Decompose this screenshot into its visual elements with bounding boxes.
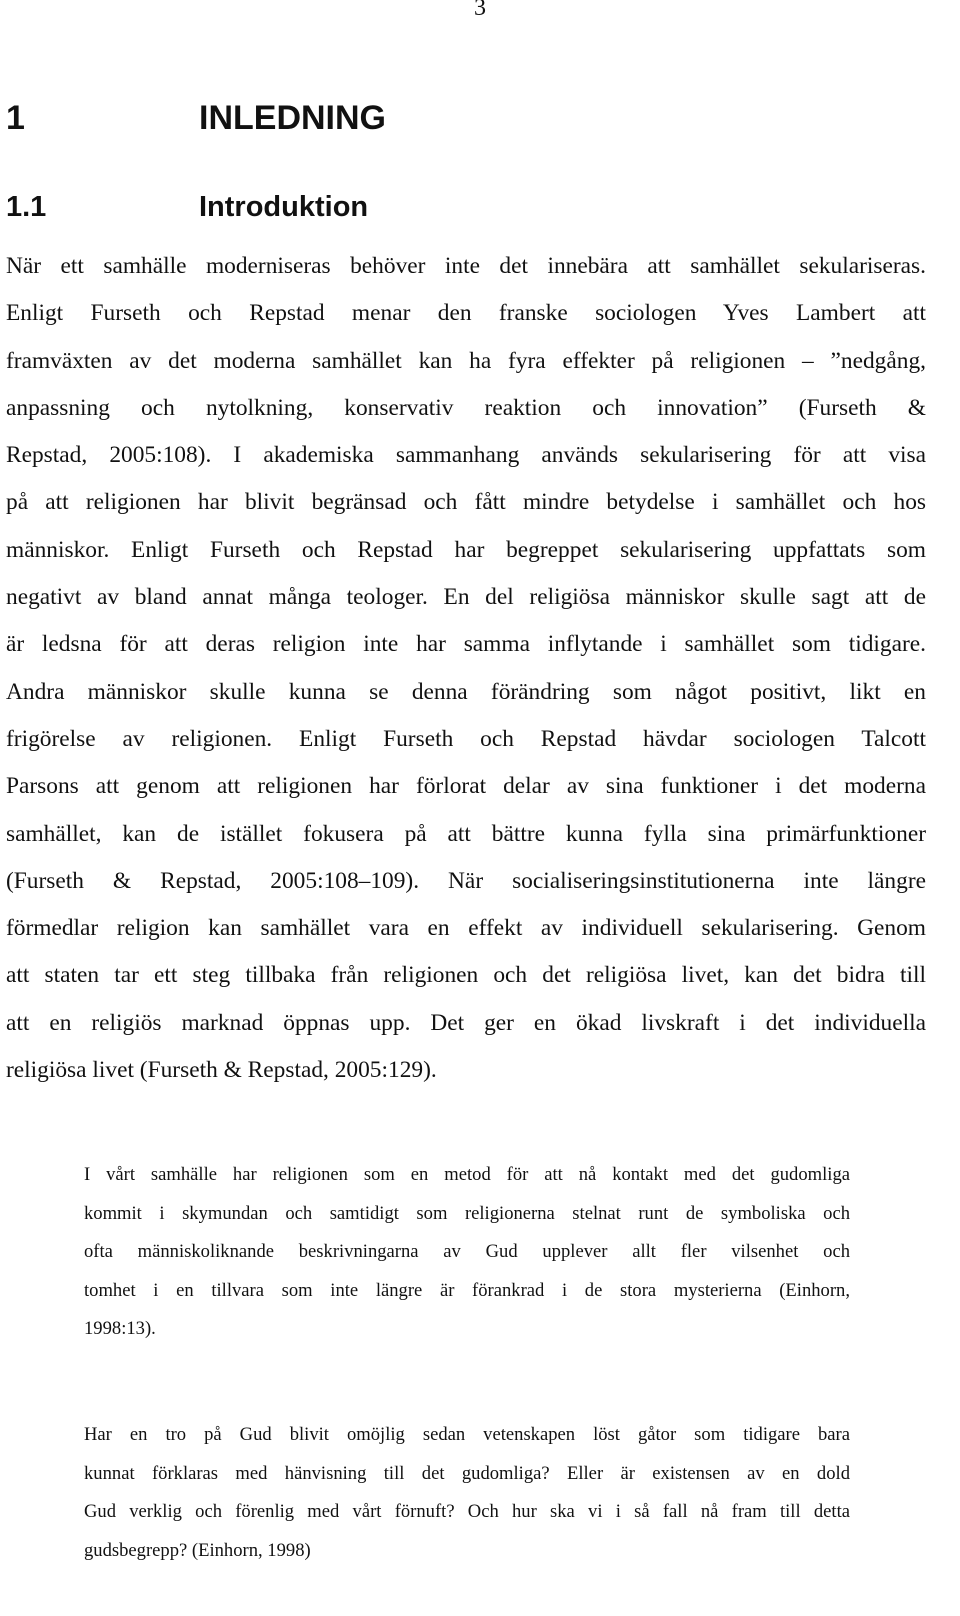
body-line: religiösa livet (Furseth & Repstad, 2005:129). — [6, 1057, 437, 1084]
chapter-heading — [6, 96, 386, 140]
body-paragraph — [6, 243, 926, 1094]
quote-line: Gud verklig och förenlig med vårt förnuft? Och hur ska vi i så fall nå fram till detta — [84, 1501, 850, 1522]
body-line: frigörelse av religionen. Enligt Furseth och Repstad hävdar sociologen Talcott — [6, 725, 926, 752]
section-number: 1.1 — [6, 191, 47, 223]
body-line: Parsons att genom att religionen har förlorat delar av sina funktioner i det moderna — [6, 773, 926, 800]
quote-line: tomhet i en tillvara som inte längre är förankrad i de stora mysterierna (Einhorn, — [84, 1279, 850, 1301]
quote-line: gudsbegrepp? (Einhorn, 1998) — [84, 1539, 311, 1561]
quote-line: kommit i skymundan och samtidigt som religionerna stelnat runt de symboliska och — [84, 1202, 850, 1224]
body-line: (Furseth & Repstad, 2005:108–109). När socialiseringsinstitutionerna inte längre — [6, 867, 926, 894]
quote-line: kunnat förklaras med hänvisning till det gudomliga? Eller är existensen av en dold — [84, 1462, 850, 1484]
chapter-number: 1 — [6, 99, 25, 137]
chapter-title: INLEDNING — [199, 99, 386, 137]
body-line: Repstad, 2005:108). I akademiska sammanhang används sekularisering för att visa — [6, 442, 926, 469]
body-line: framväxten av det moderna samhället kan ha fyra effekter på religionen – ”nedgång, — [6, 347, 926, 374]
section-title: Introduktion — [199, 191, 369, 223]
page-number: 3 — [474, 0, 486, 21]
body-line: Enligt Furseth och Repstad menar den franske sociologen Yves Lambert att — [6, 300, 926, 327]
body-line: samhället, kan de istället fokusera på att bättre kunna fylla sina primärfunktioner — [6, 820, 926, 847]
body-line: negativt av bland annat många teologer. En del religiösa människor skulle sagt att de — [6, 584, 926, 611]
body-line: förmedlar religion kan samhället vara en effekt av individuell sekularisering. Genom — [6, 915, 926, 942]
body-line: anpassning och nytolkning, konservativ reaktion och innovation” (Furseth & — [6, 394, 926, 421]
body-line: att en religiös marknad öppnas upp. Det ger en ökad livskraft i det individuella — [6, 1009, 926, 1036]
quote-line: 1998:13). — [84, 1318, 156, 1339]
body-line: Andra människor skulle kunna se denna förändring som något positivt, likt en — [6, 678, 926, 705]
quote-line: ofta människoliknande beskrivningarna av Gud upplever allt fler vilsenhet och — [84, 1241, 850, 1262]
block-quote-einhorn-2 — [84, 1416, 850, 1570]
quote-line: I vårt samhälle har religionen som en metod för att nå kontakt med det gudomliga — [84, 1164, 850, 1185]
body-line: att staten tar ett steg tillbaka från religionen och det religiösa livet, kan det bidra till — [6, 962, 926, 989]
body-line: När ett samhälle moderniseras behöver inte det innebära att samhället sekulariseras. — [6, 253, 926, 279]
section-heading — [6, 188, 368, 226]
quote-line: Har en tro på Gud blivit omöjlig sedan vetenskapen löst gåtor som tidigare bara — [84, 1424, 850, 1445]
body-line: människor. Enligt Furseth och Repstad har begreppet sekularisering uppfattats som — [6, 536, 926, 563]
body-line: är ledsna för att deras religion inte har samma inflytande i samhället som tidigare. — [6, 631, 926, 658]
block-quote-einhorn-1 — [84, 1156, 850, 1349]
body-line: på att religionen har blivit begränsad och fått mindre betydelse i samhället och hos — [6, 489, 926, 516]
